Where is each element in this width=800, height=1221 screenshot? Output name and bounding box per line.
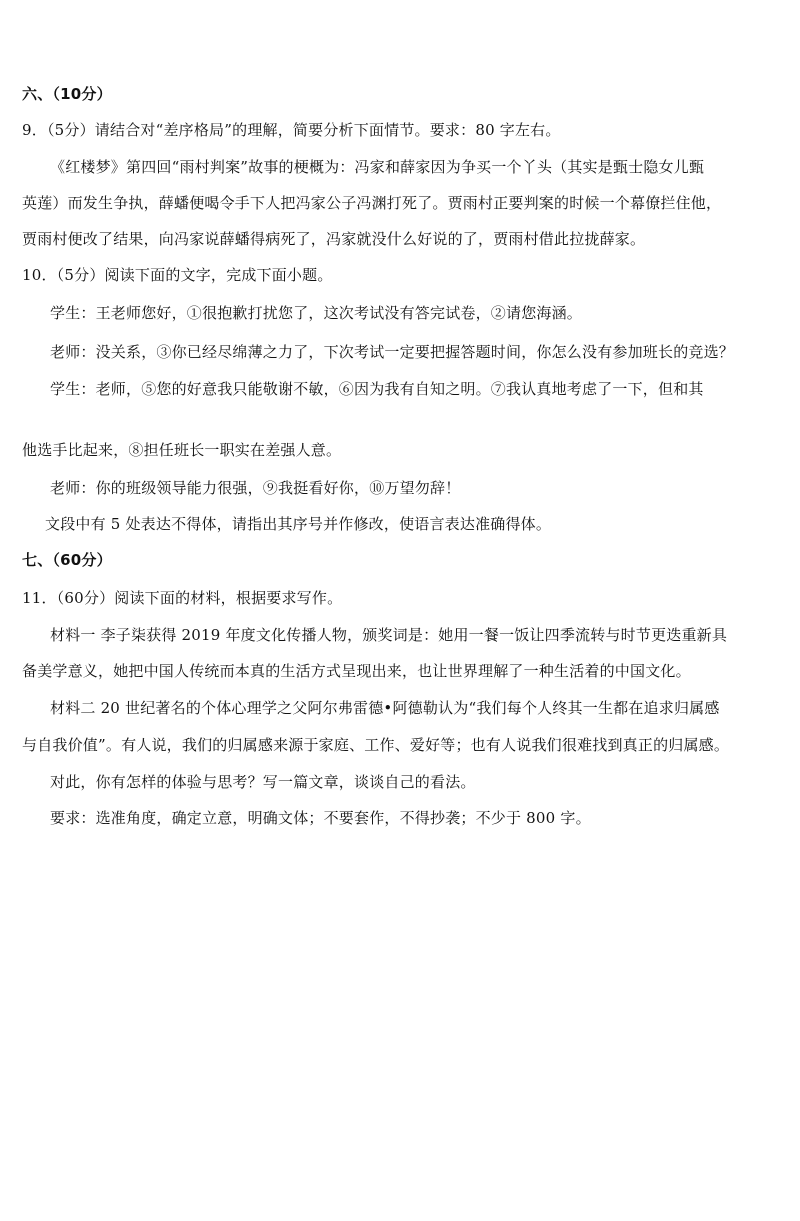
- question-11-stem: 11．（60分）阅读下面的材料，根据要求写作。: [22, 589, 343, 607]
- question-9-stem: 9．（5分）请结合对“差序格局”的理解，简要分析下面情节。要求：80 字左右。: [22, 121, 561, 139]
- section-seven-heading: 七、（60分）: [22, 551, 112, 569]
- dialogue-line: 老师：你的班级领导能力很强，⑨我挺看好你，⑩万望勿辞！: [50, 479, 461, 497]
- dialogue-line: 他选手比起来，⑧担任班长一职实在差强人意。: [22, 441, 342, 459]
- question-9-passage-line: 英莲）而发生争执，薛蟠便喝令手下人把冯家公子冯渊打死了。贾雨村正要判案的时候一个幕僚拦住他，: [22, 194, 722, 212]
- material-two-line: 材料二 20 世纪著名的个体心理学之父阿尔弗雷德•阿德勒认为“我们每个人终其一生都在追求归属感: [50, 699, 720, 717]
- section-six-heading: 六、（10分）: [22, 85, 112, 103]
- question-10-task: 文段中有 5 处表达不得体，请指出其序号并作修改，使语言表达准确得体。: [45, 515, 552, 533]
- dialogue-line: 老师：没关系，③你已经尽绵薄之力了，下次考试一定要把握答题时间，你怎么没有参加班长的竞选？: [50, 343, 735, 361]
- writing-prompt: 对此，你有怎样的体验与思考？写一篇文章，谈谈自己的看法。: [50, 773, 476, 791]
- question-9-passage-line: 贾雨村便改了结果，向冯家说薛蟠得病死了，冯家就没什么好说的了，贾雨村借此拉拢薛家。: [22, 230, 646, 248]
- question-10-stem: 10．（5分）阅读下面的文字，完成下面小题。: [22, 266, 333, 284]
- question-9-passage-line: 《红楼梦》第四回“雨村判案”故事的梗概为：冯家和薛家因为争买一个丫头（其实是甄士隐女儿甄: [50, 158, 705, 176]
- material-two-line: 与自我价值”。有人说，我们的归属感来源于家庭、工作、爱好等；也有人说我们很难找到真正的归属感。: [22, 736, 730, 754]
- material-one-line: 备美学意义，她把中国人传统而本真的生活方式呈现出来，也让世界理解了一种生活着的中国文化。: [22, 662, 691, 680]
- writing-requirements: 要求：选准角度，确定立意，明确文体；不要套作，不得抄袭；不少于 800 字。: [50, 809, 591, 827]
- material-one-line: 材料一 李子柒获得 2019 年度文化传播人物，颁奖词是：她用一餐一饭让四季流转与时节更迭重新具: [50, 626, 728, 644]
- dialogue-line: 学生：王老师您好，①很抱歉打扰您了，这次考试没有答完试卷，②请您海涵。: [50, 304, 583, 322]
- dialogue-line: 学生：老师，⑤您的好意我只能敬谢不敏，⑥因为我有自知之明。⑦我认真地考虑了一下，但和其: [50, 380, 704, 398]
